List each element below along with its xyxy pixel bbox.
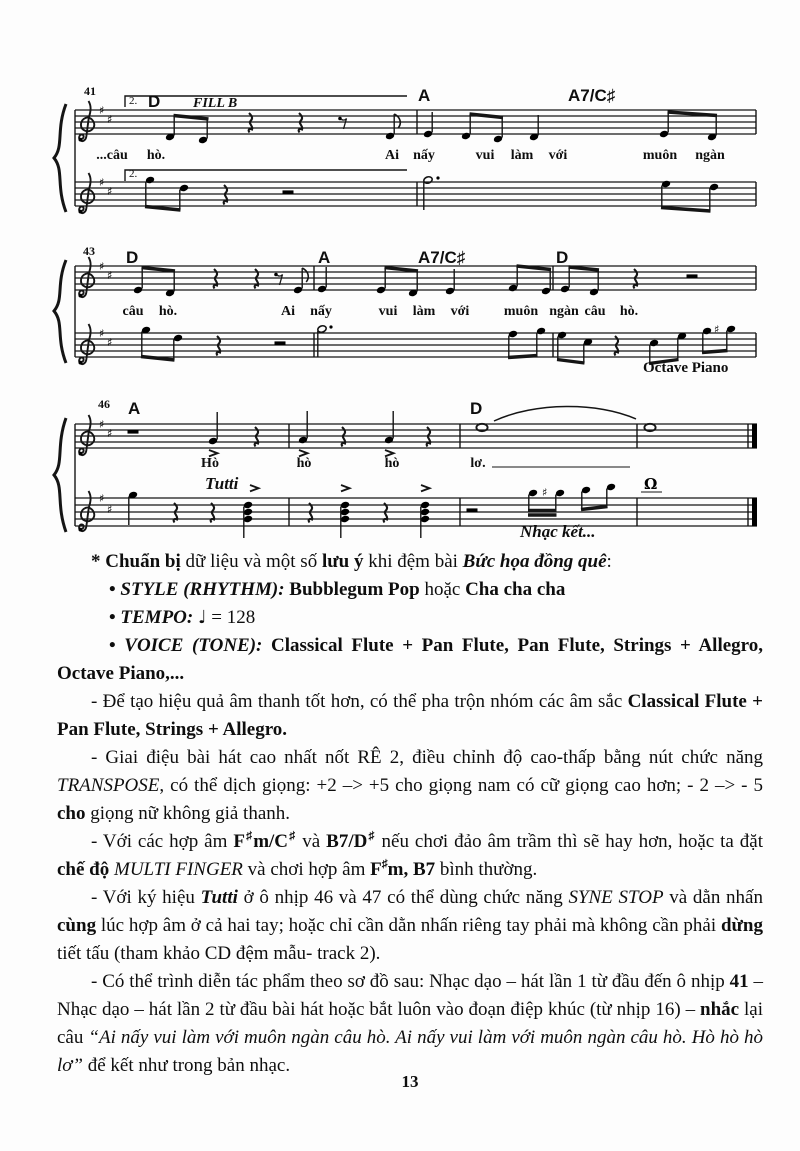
volta-bracket bbox=[125, 96, 407, 107]
lyric-syllable: hò bbox=[296, 456, 312, 471]
lyric-syllable: lơ. bbox=[470, 456, 486, 471]
chord-label: A bbox=[418, 86, 431, 105]
lyric-syllable: câu bbox=[584, 304, 606, 319]
treble-clef-icon bbox=[79, 173, 95, 214]
lyric-syllable: hò. bbox=[619, 304, 639, 319]
lyric-syllable: Ai bbox=[281, 304, 295, 319]
lyric-syllable: ...câu bbox=[96, 148, 128, 163]
lyric-syllable: Ai bbox=[385, 148, 399, 163]
svg-text:♯: ♯ bbox=[99, 260, 105, 273]
svg-text:♯: ♯ bbox=[714, 323, 720, 336]
lyric-syllable: với bbox=[548, 148, 568, 163]
omega-symbol: Ω bbox=[644, 475, 658, 493]
paragraph-tutti: - Với ký hiệu Tutti ở ô nhịp 46 và 47 có thể dùng chức năng SYNE STOP và dằn nhấn cùng lúc hợp âm ở cả hai tay; hoặc chỉ cần dằn nhấn riêng tay phải mà không cần phải dừng tiết tấu (tham khảo CD đệm mẫu- track 2). bbox=[57, 887, 763, 964]
paragraph-transpose: - Giai điệu bài hát cao nhất nốt RÊ 2, điều chỉnh độ cao-thấp bằng nút chức năng TRANSPOSE, có thể dịch giọng: +2 –> +5 cho giọng nam có cữ giọng cao hơn; - 2 –> - 5 cho giọng nữ không giả thanh. bbox=[57, 747, 763, 824]
svg-text:♯: ♯ bbox=[99, 327, 105, 340]
chord-label: D bbox=[148, 92, 161, 111]
chord-label: D bbox=[470, 399, 483, 418]
paragraph-preparation: * Chuẩn bị dữ liệu và một số lưu ý khi đệm bài Bức họa đồng quê: bbox=[91, 551, 612, 572]
svg-text:♯: ♯ bbox=[107, 503, 113, 516]
lyric-syllable: câu bbox=[122, 304, 144, 319]
chord-label: D bbox=[126, 248, 139, 267]
measure-number: 43 bbox=[83, 244, 95, 258]
lyric-syllable: nấy bbox=[413, 148, 435, 163]
volta-label: 2. bbox=[129, 168, 138, 180]
svg-text:♯: ♯ bbox=[99, 418, 105, 431]
lyric-syllable: vui bbox=[378, 304, 398, 319]
chord-label: A7/C♯ bbox=[418, 248, 466, 267]
lyric-syllable: Hò bbox=[201, 456, 219, 471]
tie bbox=[494, 406, 636, 421]
tutti-marking: Tutti bbox=[205, 474, 239, 493]
svg-text:♯: ♯ bbox=[107, 269, 113, 282]
bullet-tempo: • TEMPO: ♩ = 128 bbox=[109, 607, 256, 628]
instruction-text bbox=[57, 548, 763, 1080]
lyric-syllable: ngàn bbox=[695, 148, 725, 163]
lyric-syllable: vui bbox=[475, 148, 495, 163]
svg-text:♯: ♯ bbox=[99, 492, 105, 505]
brace-icon bbox=[54, 104, 66, 212]
svg-text:♯: ♯ bbox=[107, 185, 113, 198]
volta-label: 2. bbox=[129, 95, 138, 107]
svg-text:♯: ♯ bbox=[542, 486, 548, 499]
lyric-syllable: làm bbox=[412, 304, 436, 319]
fill-marker: FILL B bbox=[193, 96, 238, 111]
chord-label: A bbox=[128, 399, 141, 418]
svg-text:♯: ♯ bbox=[99, 104, 105, 117]
lyric-syllable: hò. bbox=[146, 148, 166, 163]
lyric-syllable: hò bbox=[384, 456, 400, 471]
svg-text:♯: ♯ bbox=[107, 336, 113, 349]
notes-treble bbox=[133, 266, 756, 297]
lyric-syllable: với bbox=[450, 304, 470, 319]
chord-label: A7/C♯ bbox=[568, 86, 616, 105]
lyric-syllable: muôn bbox=[503, 304, 539, 319]
paragraph-performance: - Có thể trình diễn tác phẩm theo sơ đồ sau: Nhạc dạo – hát lần 1 từ đầu đến ô nhịp 41 – Nhạc dạo – hát lần 2 từ đầu bài hát hoặc bắt luôn vào đoạn điệp khúc (từ nhịp 16) – nhắc lại câu “Ai nấy vui làm với muôn ngàn câu hò. Ai nấy vui làm với muôn ngàn câu hò. Hò hò hò lơ” để kết như trong bản nhạc. bbox=[57, 971, 764, 1076]
notes-treble bbox=[165, 110, 756, 144]
measure-number: 41 bbox=[84, 84, 96, 98]
lyric-syllable: muôn bbox=[642, 148, 678, 163]
chord-label: D bbox=[556, 248, 569, 267]
lyric-syllable: nấy bbox=[310, 304, 332, 319]
paragraph-mix: - Để tạo hiệu quả âm thanh tốt hơn, có thể pha trộn nhóm các âm sắc Classical Flute + Pan Flute, Strings + Allegro. bbox=[57, 691, 763, 740]
svg-text:♯: ♯ bbox=[107, 113, 113, 126]
svg-text:♯: ♯ bbox=[99, 176, 105, 189]
score-svg bbox=[0, 0, 800, 560]
treble-clef-icon bbox=[79, 415, 95, 456]
page-number: 13 bbox=[401, 1072, 419, 1091]
brace-icon bbox=[54, 260, 66, 363]
chord-label: A bbox=[318, 248, 331, 267]
treble-clef-icon bbox=[79, 101, 95, 142]
svg-text:♯: ♯ bbox=[107, 427, 113, 440]
bullet-voice: • VOICE (TONE): Classical Flute + Pan Flute, Pan Flute, Strings + Allegro, Octave Piano,... bbox=[57, 635, 763, 684]
lyric-syllable: hò. bbox=[158, 304, 178, 319]
notes-treble bbox=[128, 406, 758, 456]
system-3 bbox=[54, 406, 757, 538]
treble-clef-icon bbox=[79, 257, 95, 298]
brace-icon bbox=[54, 418, 66, 532]
ending-annotation: Nhạc kết... bbox=[520, 522, 596, 541]
notes-bass bbox=[141, 323, 756, 364]
paragraph-chords: - Với các hợp âm F♯m/C♯ và B7/D♯ nếu chơi đảo âm trầm thì sẽ hay hơn, hoặc ta đặt chế độ MULTI FINGER và chơi hợp âm F♯m, B7 bình thường. bbox=[57, 829, 764, 880]
instrument-annotation: Octave Piano bbox=[643, 360, 729, 376]
lyric-syllable: làm bbox=[510, 148, 534, 163]
measure-number: 46 bbox=[98, 397, 110, 411]
treble-clef-icon bbox=[79, 324, 95, 365]
bullet-style: • STYLE (RHYTHM): Bubblegum Pop hoặc Cha cha cha bbox=[109, 579, 566, 600]
lyric-syllable: ngàn bbox=[549, 304, 579, 319]
volta-bracket bbox=[125, 170, 407, 181]
